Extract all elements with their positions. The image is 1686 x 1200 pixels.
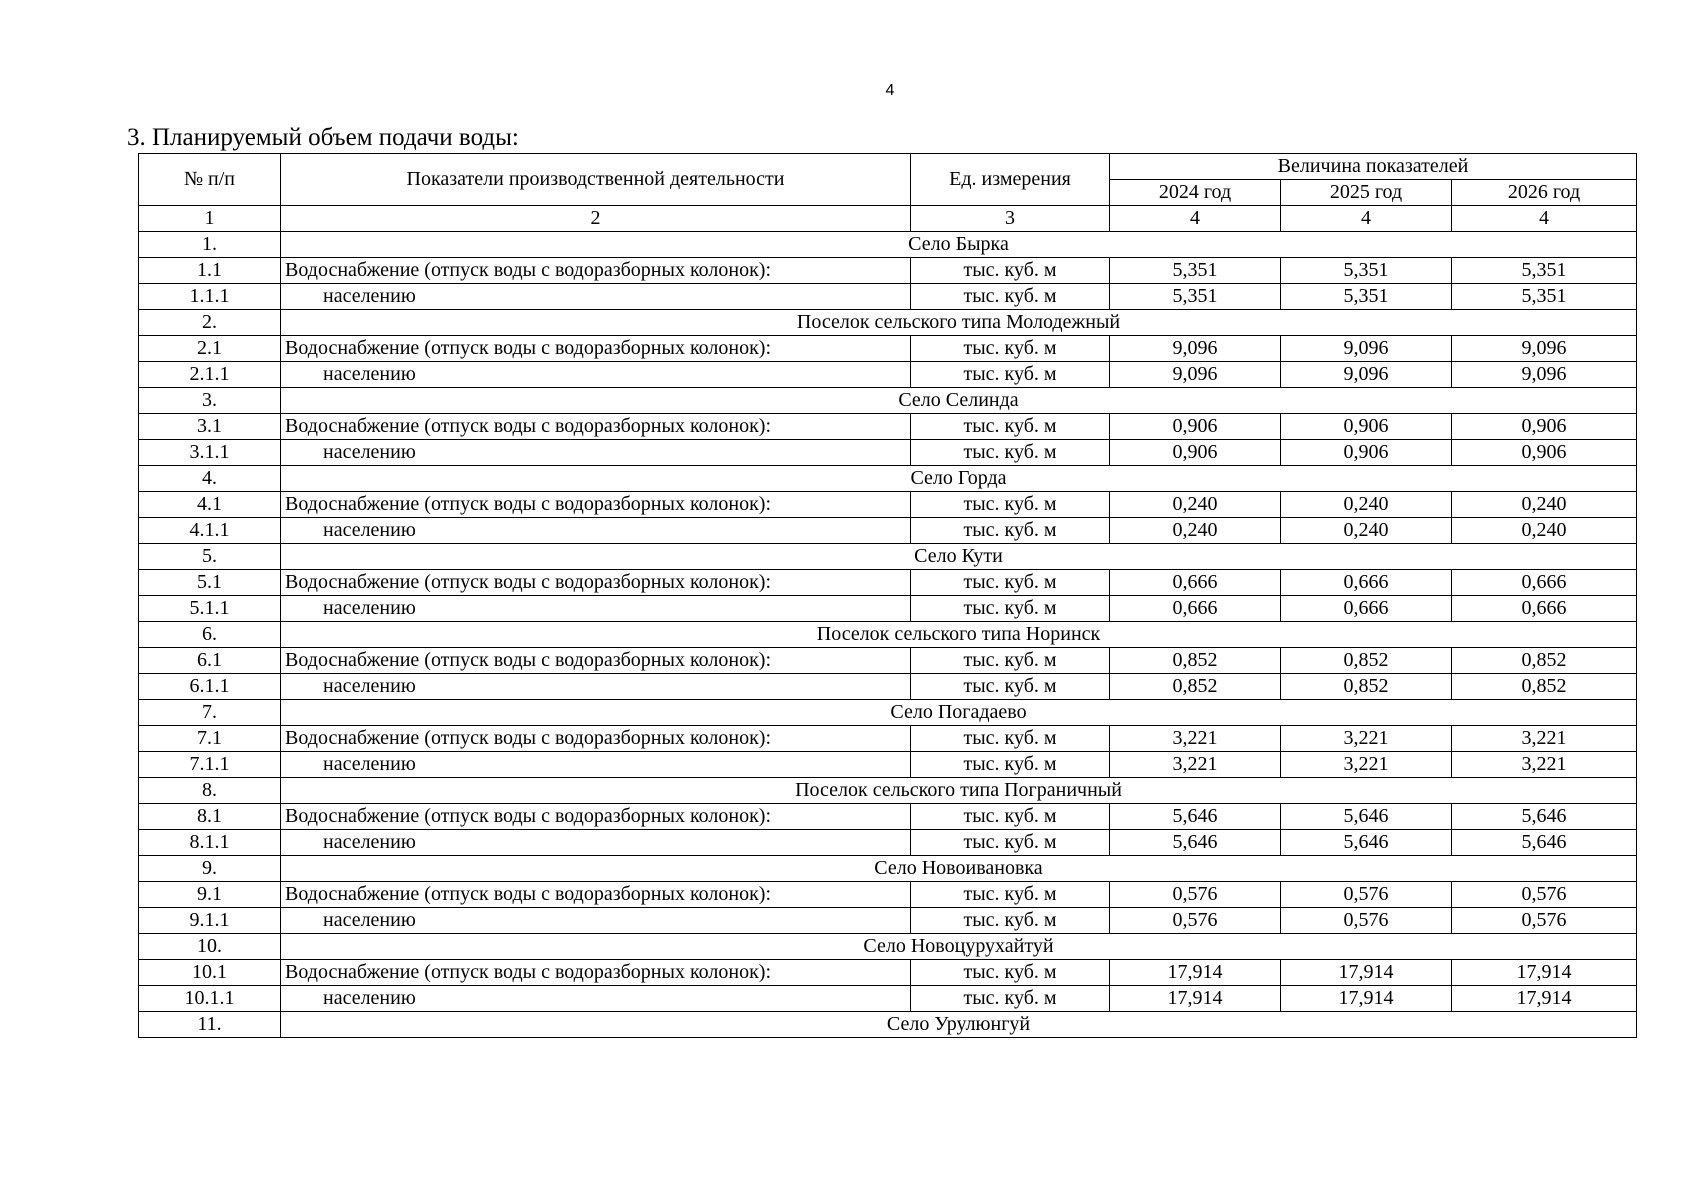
row-num: 5.1 — [139, 570, 281, 596]
row-value: 3,221 — [1281, 752, 1452, 778]
row-unit: тыс. куб. м — [911, 258, 1110, 284]
row-unit: тыс. куб. м — [911, 986, 1110, 1012]
row-value: 5,646 — [1110, 804, 1281, 830]
table-row — [139, 596, 1637, 622]
row-label: Водоснабжение (отпуск воды с водоразборных колонок): — [281, 336, 911, 362]
row-value: 0,240 — [1110, 518, 1281, 544]
row-label: Водоснабжение (отпуск воды с водоразборных колонок): — [281, 960, 911, 986]
row-value: 0,666 — [1452, 596, 1637, 622]
row-value: 9,096 — [1452, 362, 1637, 388]
table-row — [139, 882, 1637, 908]
section-num: 10. — [139, 934, 281, 960]
row-value: 9,096 — [1452, 336, 1637, 362]
row-unit: тыс. куб. м — [911, 960, 1110, 986]
row-unit: тыс. куб. м — [911, 882, 1110, 908]
section-name: Поселок сельского типа Молодежный — [281, 310, 1637, 336]
section-name: Село Новоцурухайтуй — [281, 934, 1637, 960]
table-row — [139, 960, 1637, 986]
row-num: 6.1 — [139, 648, 281, 674]
section-num: 9. — [139, 856, 281, 882]
table-row — [139, 752, 1637, 778]
section-row — [139, 310, 1637, 336]
row-label: Водоснабжение (отпуск воды с водоразборных колонок): — [281, 492, 911, 518]
row-label: населению — [281, 518, 911, 544]
row-value: 0,852 — [1110, 648, 1281, 674]
water-supply-table — [138, 153, 1637, 1038]
row-num: 4.1 — [139, 492, 281, 518]
row-unit: тыс. куб. м — [911, 752, 1110, 778]
row-value: 0,240 — [1452, 492, 1637, 518]
row-value: 0,906 — [1452, 440, 1637, 466]
section-row — [139, 778, 1637, 804]
row-value: 0,906 — [1281, 440, 1452, 466]
section-num: 1. — [139, 232, 281, 258]
row-num: 7.1 — [139, 726, 281, 752]
row-value: 0,576 — [1110, 908, 1281, 934]
row-unit: тыс. куб. м — [911, 518, 1110, 544]
row-unit: тыс. куб. м — [911, 440, 1110, 466]
table-row — [139, 492, 1637, 518]
row-value: 5,351 — [1452, 284, 1637, 310]
section-num: 11. — [139, 1012, 281, 1038]
row-value: 0,666 — [1281, 570, 1452, 596]
section-num: 4. — [139, 466, 281, 492]
row-value: 0,906 — [1281, 414, 1452, 440]
row-value: 17,914 — [1281, 960, 1452, 986]
row-value: 0,906 — [1110, 440, 1281, 466]
row-num: 2.1.1 — [139, 362, 281, 388]
row-value: 3,221 — [1452, 752, 1637, 778]
section-num: 5. — [139, 544, 281, 570]
row-value: 17,914 — [1110, 986, 1281, 1012]
table-row — [139, 726, 1637, 752]
row-value: 5,351 — [1452, 258, 1637, 284]
row-label: населению — [281, 830, 911, 856]
row-value: 5,646 — [1281, 804, 1452, 830]
section-name: Поселок сельского типа Норинск — [281, 622, 1637, 648]
section-row — [139, 1012, 1637, 1038]
section-name: Село Селинда — [281, 388, 1637, 414]
row-num: 3.1.1 — [139, 440, 281, 466]
row-value: 0,576 — [1110, 882, 1281, 908]
row-unit: тыс. куб. м — [911, 830, 1110, 856]
row-value: 17,914 — [1110, 960, 1281, 986]
row-value: 0,576 — [1452, 908, 1637, 934]
header-num: № п/п — [139, 154, 281, 206]
row-value: 0,666 — [1452, 570, 1637, 596]
row-value: 0,852 — [1281, 674, 1452, 700]
row-label: населению — [281, 284, 911, 310]
row-num: 5.1.1 — [139, 596, 281, 622]
row-num: 9.1 — [139, 882, 281, 908]
table-row — [139, 336, 1637, 362]
row-unit: тыс. куб. м — [911, 726, 1110, 752]
header-year: 2024 год — [1110, 180, 1281, 206]
header-unit: Ед. измерения — [911, 154, 1110, 206]
row-value: 5,351 — [1110, 284, 1281, 310]
row-label: населению — [281, 674, 911, 700]
column-number-row — [139, 206, 1637, 232]
section-name: Село Горда — [281, 466, 1637, 492]
row-unit: тыс. куб. м — [911, 804, 1110, 830]
row-value: 0,576 — [1452, 882, 1637, 908]
row-value: 5,646 — [1452, 804, 1637, 830]
row-num: 8.1 — [139, 804, 281, 830]
row-value: 0,852 — [1281, 648, 1452, 674]
row-value: 0,852 — [1452, 648, 1637, 674]
row-unit: тыс. куб. м — [911, 336, 1110, 362]
row-value: 0,906 — [1452, 414, 1637, 440]
row-num: 1.1.1 — [139, 284, 281, 310]
table-row — [139, 648, 1637, 674]
row-value: 3,221 — [1281, 726, 1452, 752]
row-value: 17,914 — [1452, 986, 1637, 1012]
table-row — [139, 986, 1637, 1012]
row-unit: тыс. куб. м — [911, 908, 1110, 934]
row-unit: тыс. куб. м — [911, 414, 1110, 440]
row-value: 0,576 — [1281, 908, 1452, 934]
row-value: 3,221 — [1110, 726, 1281, 752]
row-value: 0,240 — [1452, 518, 1637, 544]
section-row — [139, 622, 1637, 648]
row-num: 10.1.1 — [139, 986, 281, 1012]
row-value: 0,666 — [1110, 570, 1281, 596]
row-label: населению — [281, 986, 911, 1012]
row-label: Водоснабжение (отпуск воды с водоразборных колонок): — [281, 882, 911, 908]
row-num: 10.1 — [139, 960, 281, 986]
row-num: 3.1 — [139, 414, 281, 440]
column-number: 2 — [281, 206, 911, 232]
row-num: 4.1.1 — [139, 518, 281, 544]
row-value: 0,240 — [1281, 492, 1452, 518]
table-row — [139, 440, 1637, 466]
section-name: Село Новоивановка — [281, 856, 1637, 882]
row-value: 5,646 — [1281, 830, 1452, 856]
section-row — [139, 934, 1637, 960]
table-body — [139, 206, 1637, 1038]
row-value: 5,646 — [1452, 830, 1637, 856]
section-num: 2. — [139, 310, 281, 336]
row-num: 6.1.1 — [139, 674, 281, 700]
column-number: 1 — [139, 206, 281, 232]
row-label: Водоснабжение (отпуск воды с водоразборных колонок): — [281, 726, 911, 752]
table-row — [139, 908, 1637, 934]
row-value: 0,852 — [1110, 674, 1281, 700]
row-label: населению — [281, 440, 911, 466]
row-unit: тыс. куб. м — [911, 284, 1110, 310]
row-num: 2.1 — [139, 336, 281, 362]
row-unit: тыс. куб. м — [911, 674, 1110, 700]
row-value: 3,221 — [1110, 752, 1281, 778]
row-label: населению — [281, 362, 911, 388]
column-number: 4 — [1281, 206, 1452, 232]
row-num: 9.1.1 — [139, 908, 281, 934]
table-row — [139, 284, 1637, 310]
section-row — [139, 544, 1637, 570]
table-row — [139, 518, 1637, 544]
column-number: 3 — [911, 206, 1110, 232]
row-num: 1.1 — [139, 258, 281, 284]
table-row — [139, 674, 1637, 700]
section-name: Село Кути — [281, 544, 1637, 570]
row-value: 0,906 — [1110, 414, 1281, 440]
row-value: 9,096 — [1110, 336, 1281, 362]
column-number: 4 — [1452, 206, 1637, 232]
table-row — [139, 258, 1637, 284]
row-value: 0,576 — [1281, 882, 1452, 908]
section-row — [139, 856, 1637, 882]
section-num: 3. — [139, 388, 281, 414]
header-year: 2026 год — [1452, 180, 1637, 206]
section-row — [139, 466, 1637, 492]
row-value: 0,240 — [1281, 518, 1452, 544]
section-heading: 3. Планируемый объем подачи воды: — [127, 124, 519, 151]
table-row — [139, 570, 1637, 596]
table-row — [139, 414, 1637, 440]
row-label: Водоснабжение (отпуск воды с водоразборных колонок): — [281, 570, 911, 596]
row-unit: тыс. куб. м — [911, 570, 1110, 596]
row-label: Водоснабжение (отпуск воды с водоразборных колонок): — [281, 648, 911, 674]
row-label: Водоснабжение (отпуск воды с водоразборных колонок): — [281, 804, 911, 830]
table-row — [139, 804, 1637, 830]
row-value: 17,914 — [1452, 960, 1637, 986]
row-value: 0,852 — [1452, 674, 1637, 700]
header-values-group: Величина показателей — [1110, 154, 1637, 180]
section-name: Село Погадаево — [281, 700, 1637, 726]
row-value: 9,096 — [1281, 362, 1452, 388]
row-value: 0,240 — [1110, 492, 1281, 518]
section-row — [139, 232, 1637, 258]
row-unit: тыс. куб. м — [911, 362, 1110, 388]
row-value: 5,646 — [1110, 830, 1281, 856]
section-name: Село Бырка — [281, 232, 1637, 258]
row-num: 8.1.1 — [139, 830, 281, 856]
row-value: 17,914 — [1281, 986, 1452, 1012]
section-name: Село Урулюнгуй — [281, 1012, 1637, 1038]
section-num: 7. — [139, 700, 281, 726]
row-unit: тыс. куб. м — [911, 492, 1110, 518]
row-label: Водоснабжение (отпуск воды с водоразборных колонок): — [281, 258, 911, 284]
row-unit: тыс. куб. м — [911, 648, 1110, 674]
row-label: Водоснабжение (отпуск воды с водоразборных колонок): — [281, 414, 911, 440]
row-value: 9,096 — [1281, 336, 1452, 362]
table-row — [139, 362, 1637, 388]
row-label: населению — [281, 596, 911, 622]
table-row — [139, 830, 1637, 856]
header-year: 2025 год — [1281, 180, 1452, 206]
column-number: 4 — [1110, 206, 1281, 232]
header-indicator: Показатели производственной деятельности — [281, 154, 911, 206]
row-num: 7.1.1 — [139, 752, 281, 778]
row-value: 9,096 — [1110, 362, 1281, 388]
row-value: 3,221 — [1452, 726, 1637, 752]
section-row — [139, 388, 1637, 414]
row-value: 5,351 — [1281, 258, 1452, 284]
row-label: населению — [281, 752, 911, 778]
row-label: населению — [281, 908, 911, 934]
row-value: 5,351 — [1281, 284, 1452, 310]
section-row — [139, 700, 1637, 726]
page-number: 4 — [885, 82, 895, 99]
row-value: 5,351 — [1110, 258, 1281, 284]
section-name: Поселок сельского типа Пограничный — [281, 778, 1637, 804]
row-value: 0,666 — [1281, 596, 1452, 622]
row-unit: тыс. куб. м — [911, 596, 1110, 622]
section-num: 6. — [139, 622, 281, 648]
section-num: 8. — [139, 778, 281, 804]
row-value: 0,666 — [1110, 596, 1281, 622]
